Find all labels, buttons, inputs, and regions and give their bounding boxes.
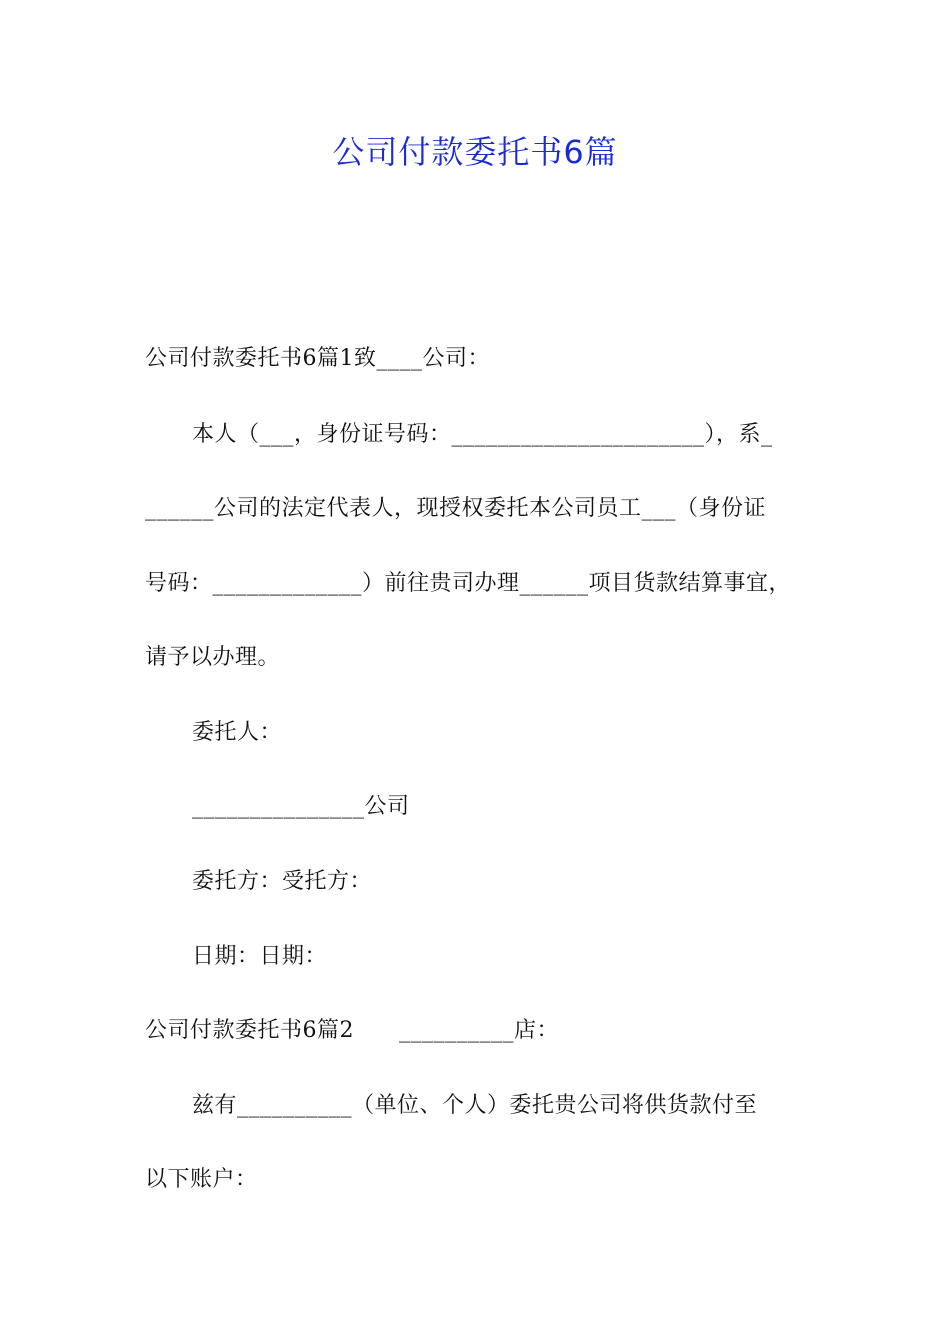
paragraph-line: 请予以办理。	[145, 645, 281, 670]
paragraph-line: 本人（___，身份证号码：______________________），系_	[192, 422, 773, 447]
parties-label: 委托方：受托方：	[192, 869, 373, 894]
company-blank-line: _______________公司	[192, 794, 410, 819]
paragraph-line: 兹有__________（单位、个人）委托贵公司将供货款付至	[192, 1093, 758, 1118]
paragraph-line: ______公司的法定代表人，现授权委托本公司员工___（身份证	[145, 496, 767, 521]
section-2-heading: 公司付款委托书6篇2 __________店：	[145, 1018, 559, 1043]
paragraph-line: 以下账户：	[145, 1167, 258, 1192]
document-title: 公司付款委托书6篇	[332, 133, 618, 171]
date-label: 日期：日期：	[192, 944, 328, 969]
paragraph-line: 号码：_____________）前往贵司办理______项目货款结算事宜，	[145, 571, 792, 596]
section-1-heading: 公司付款委托书6篇1致____公司：	[145, 346, 490, 371]
principal-label: 委托人：	[192, 720, 283, 745]
